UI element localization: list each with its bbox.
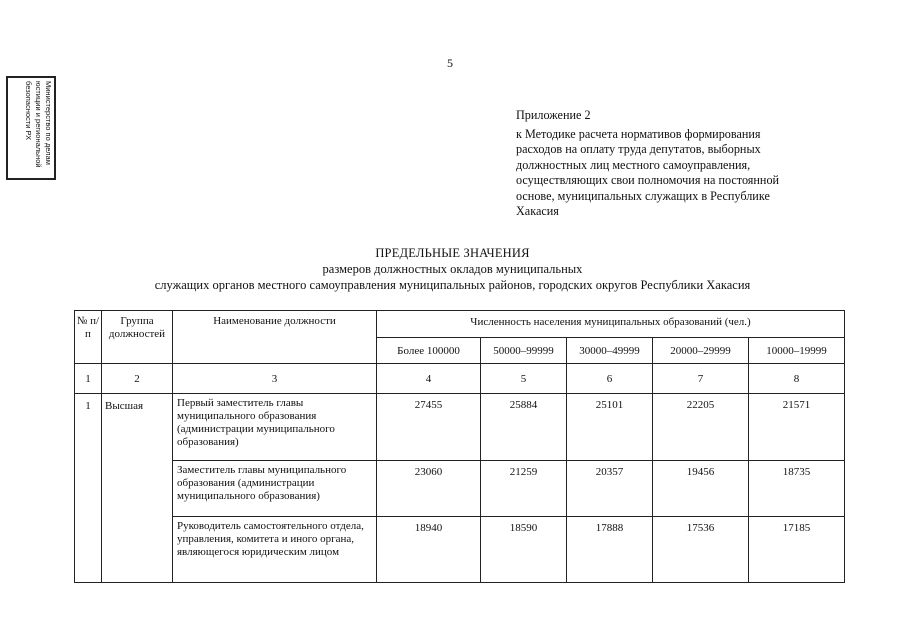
page-number: 5 [447,56,453,70]
column-numbers-row [75,364,845,394]
column-number: 8 [749,364,845,394]
salary-value: 18590 [481,517,567,583]
position-name: Руководитель самостоятельного отдела, управления, комитета и иного органа, являющегося юридическим лицом [173,517,377,583]
header-position: Наименование должности [173,311,377,364]
row-number: 1 [75,394,102,583]
salary-value: 22205 [653,394,749,461]
salary-value: 17185 [749,517,845,583]
column-number: 5 [481,364,567,394]
salary-value: 25884 [481,394,567,461]
appendix-header [516,108,816,220]
salary-value: 19456 [653,461,749,517]
header-range: 30000–49999 [567,338,653,364]
salary-value: 20357 [567,461,653,517]
appendix-line: расходов на оплату труда депутатов, выборных [516,142,761,156]
appendix-title: Приложение 2 [516,108,591,122]
salary-value: 25101 [567,394,653,461]
header-group: Группа должностей [102,311,173,364]
header-no: № п/п [75,311,102,364]
appendix-line: должностных лиц местного самоуправления, [516,157,751,172]
table-row [75,394,845,461]
table-row [75,517,845,583]
registration-stamp [6,76,58,182]
salary-table [74,310,845,583]
salary-value: 27455 [377,394,481,461]
salary-value: 21571 [749,394,845,461]
header-population: Численность населения муниципальных образований (чел.) [377,311,845,338]
stamp-line: юстиции и региональной [34,81,43,168]
header-range: 10000–19999 [749,338,845,364]
column-number: 6 [567,364,653,394]
header-row [75,311,845,338]
salary-value: 23060 [377,461,481,517]
column-number: 4 [377,364,481,394]
position-name: Первый заместитель главы муниципального образования (администрации муниципального образования) [173,394,377,461]
appendix-line: Хакасия [516,204,559,218]
appendix-line: основе, муниципальных служащих в Республике [516,188,770,203]
header-range: 50000–99999 [481,338,567,364]
stamp-line: Министерство по делам [44,81,53,165]
table-row [75,461,845,517]
stamp-line: безопасности РХ [24,81,33,141]
salary-value: 17536 [653,517,749,583]
salary-value: 18940 [377,517,481,583]
salary-value: 17888 [567,517,653,583]
header-range: 20000–29999 [653,338,749,364]
document-title: ПРЕДЕЛЬНЫЕ ЗНАЧЕНИЯ [375,246,530,260]
salary-value: 18735 [749,461,845,517]
position-name: Заместитель главы муниципального образования (администрации муниципального образования) [173,461,377,517]
position-group: Высшая [102,394,173,583]
column-number: 1 [75,364,102,394]
document-subtitle: размеров должностных окладов муниципальных [322,262,583,276]
column-number: 2 [102,364,173,394]
appendix-line: осуществляющих свои полномочия на постоянной [516,173,780,187]
salary-value: 21259 [481,461,567,517]
header-range: Более 100000 [377,338,481,364]
column-number: 3 [173,364,377,394]
appendix-line: к Методике расчета нормативов формирования [516,126,761,141]
column-number: 7 [653,364,749,394]
document-subtitle: служащих органов местного самоуправления муниципальных районов, городских округов Республики Хакасия [154,278,751,292]
